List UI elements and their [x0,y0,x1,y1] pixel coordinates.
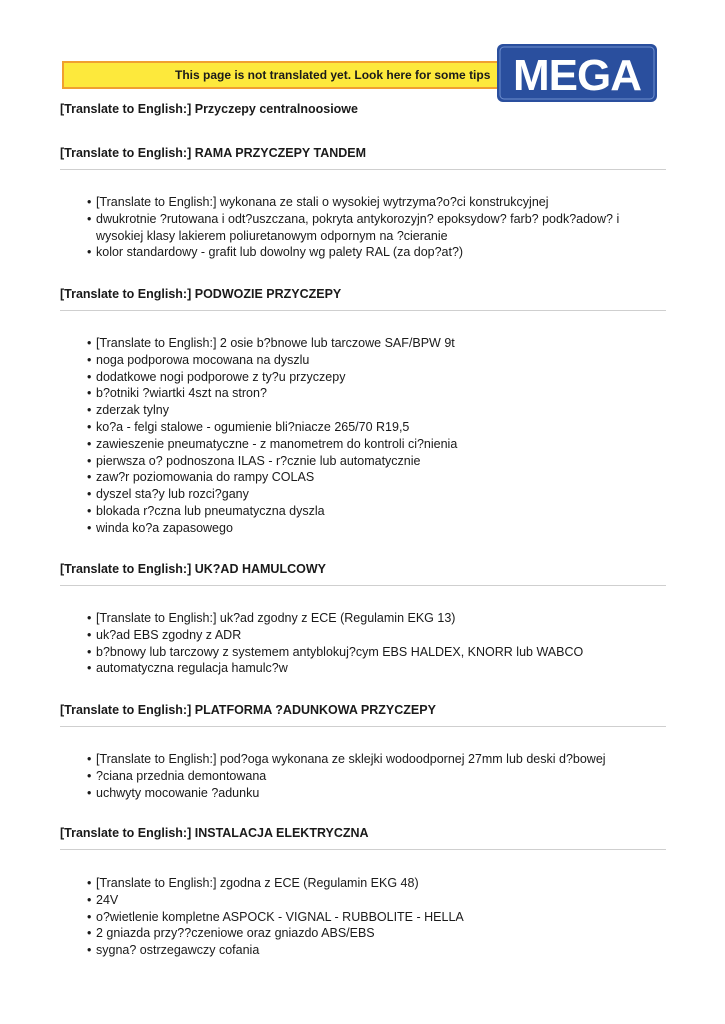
list-item: • [Translate to English:] 2 osie b?bnowe lub tarczowe SAF/BPW 9t [60,335,650,352]
list-item: • kolor standardowy - grafit lub dowolny wg palety RAL (za dop?at?) [60,244,650,261]
list-item: • winda ko?a zapasowego [60,520,650,537]
list-item: • ko?a - felgi stalowe - ogumienie bli?niacze 265/70 R19,5 [60,419,650,436]
list-item: • [Translate to English:] pod?oga wykonana ze sklejki wodoodpornej 27mm lub deski d?bowej [60,751,650,768]
mega-logo [497,44,657,102]
list-item: • o?wietlenie kompletne ASPOCK - VIGNAL - RUBBOLITE - HELLA [60,909,650,926]
list-item: • [Translate to English:] uk?ad zgodny z ECE (Regulamin EKG 13) [60,610,650,627]
list-instalacja [60,875,650,959]
list-item: • zawieszenie pneumatyczne - z manometrem do kontroli ci?nienia [60,436,650,453]
list-platforma [60,751,650,801]
list-item: • zderzak tylny [60,402,650,419]
list-item: • uk?ad EBS zgodny z ADR [60,627,650,644]
section-divider [60,726,666,727]
list-item: • 2 gniazda przy??czeniowe oraz gniazdo ABS/EBS [60,925,650,942]
section-title-rama: [Translate to English:] RAMA PRZYCZEPY TANDEM [60,146,367,160]
list-item: • pierwsza o? podnoszona ILAS - r?cznie lub automatycznie [60,453,650,470]
list-item: • dwukrotnie ?rutowana i odt?uszczana, pokryta antykorozyjn? epoksydow? farb? podk?adow? i wysokiej klasy lakierem poliuretanowym odpornym na ?cieranie [60,211,650,245]
list-item: • 24V [60,892,650,909]
list-uklad-hamulcowy [60,610,650,677]
list-item: • sygna? ostrzegawczy cofania [60,942,650,959]
list-item: • b?bnowy lub tarczowy z systemem antyblokuj?cym EBS HALDEX, KNORR lub WABCO [60,644,650,661]
list-item: • uchwyty mocowanie ?adunku [60,785,650,802]
list-item: • b?otniki ?wiartki 4szt na stron? [60,385,650,402]
logo-text: MEGA [513,51,641,100]
section-divider [60,585,666,586]
list-podwozie [60,335,650,537]
list-item: • automatyczna regulacja hamulc?w [60,660,650,677]
mega-logo-graphic [497,44,657,102]
section-title-uklad-hamulcowy: [Translate to English:] UK?AD HAMULCOWY [60,562,326,576]
section-title-instalacja: [Translate to English:] INSTALACJA ELEKTRYCZNA [60,826,369,840]
list-item: • noga podporowa mocowana na dyszlu [60,352,650,369]
list-item: • zaw?r poziomowania do rampy COLAS [60,469,650,486]
section-title-podwozie: [Translate to English:] PODWOZIE PRZYCZEPY [60,287,342,301]
list-rama [60,194,650,261]
list-item: • dyszel sta?y lub rozci?gany [60,486,650,503]
section-divider [60,169,666,170]
list-item: • dodatkowe nogi podporowe z ty?u przyczepy [60,369,650,386]
translation-notice-banner[interactable]: This page is not translated yet. Look here for some tips [62,61,622,89]
list-item: • ?ciana przednia demontowana [60,768,650,785]
list-item: • [Translate to English:] wykonana ze stali o wysokiej wytrzyma?o?ci konstrukcyjnej [60,194,650,211]
list-item: • blokada r?czna lub pneumatyczna dyszla [60,503,650,520]
section-title-platforma: [Translate to English:] PLATFORMA ?ADUNKOWA PRZYCZEPY [60,703,436,717]
section-divider [60,849,666,850]
section-divider [60,310,666,311]
page-title: [Translate to English:] Przyczepy centralnoosiowe [60,102,358,116]
list-item: • [Translate to English:] zgodna z ECE (Regulamin EKG 48) [60,875,650,892]
